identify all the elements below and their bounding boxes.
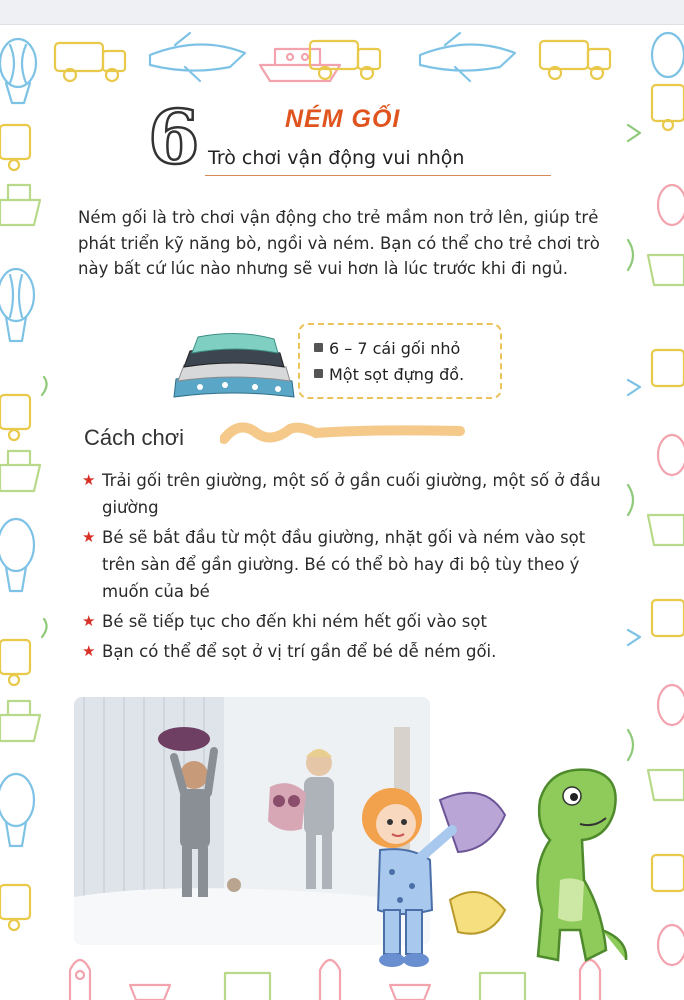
truck-icon <box>225 973 270 1000</box>
balloon-icon <box>658 685 684 725</box>
star-bullet-icon: ★ <box>82 642 96 660</box>
step-text: Bé sẽ bắt đầu từ một đầu giường, nhặt gối và ném vào sọt trên sàn để gần giường. Bé có thể bò hay đi bộ tùy theo ý muốn của bé <box>102 528 586 601</box>
lesson-number: 6 <box>148 95 200 181</box>
truck-icon <box>652 85 684 130</box>
airplane-icon <box>420 33 515 81</box>
ship-icon <box>390 985 430 1000</box>
how-to-heading: Cách chơi <box>84 425 185 450</box>
step-item <box>80 608 620 635</box>
materials-item-text: Một sọt đựng đồ. <box>329 365 465 384</box>
balloon-icon <box>658 435 684 475</box>
step-text: Trải gối trên giường, một số ở gần cuối giường, một số ở đầu giường <box>102 471 601 517</box>
dinosaur-illustration <box>510 760 630 970</box>
girl-with-pillow-illustration <box>340 760 510 975</box>
balloon-icon <box>0 519 34 591</box>
truck-icon <box>0 640 30 685</box>
materials-item-text: 6 – 7 cái gối nhỏ <box>329 339 461 358</box>
brush-stroke-decoration <box>220 415 465 455</box>
square-bullet-icon <box>314 369 323 378</box>
ship-icon <box>648 515 684 545</box>
truck-icon <box>55 43 125 81</box>
airplane-icon <box>150 33 245 81</box>
star-bullet-icon: ★ <box>82 471 96 489</box>
ship-icon <box>648 255 684 285</box>
ship-icon <box>130 985 170 1000</box>
step-text: Bé sẽ tiếp tục cho đến khi ném hết gối vào sọt <box>102 612 487 631</box>
page-content <box>70 95 630 975</box>
truck-icon <box>0 885 30 930</box>
star-bullet-icon: ★ <box>82 612 96 630</box>
balloon-icon <box>658 185 684 225</box>
square-bullet-icon <box>314 343 323 352</box>
balloon-icon <box>0 39 36 103</box>
truck-icon <box>540 41 610 79</box>
star-bullet-icon: ★ <box>82 528 96 546</box>
balloon-icon <box>0 269 34 341</box>
step-text: Bạn có thể để sọt ở vị trí gần để bé dễ ném gối. <box>102 642 497 661</box>
step-item <box>80 467 620 521</box>
truck-icon <box>0 125 30 170</box>
ship-icon <box>0 185 40 225</box>
step-item <box>80 638 620 665</box>
step-item <box>80 524 620 605</box>
intro-paragraph: Ném gối là trò chơi vận động cho trẻ mầm non trở lên, giúp trẻ phát triển kỹ năng bò, ngồi và ném. Bạn có thể cho trẻ chơi trò này bất cứ lúc nào nhưng sẽ vui hơn là lúc trước khi đi ngủ. <box>78 208 600 278</box>
materials-item <box>314 365 464 384</box>
how-to-steps <box>80 467 620 668</box>
materials-item <box>314 339 460 358</box>
truck-icon <box>652 600 684 636</box>
browser-top-strip <box>0 0 684 25</box>
balloon-icon <box>652 33 684 77</box>
truck-icon <box>480 973 525 1000</box>
ship-icon <box>0 701 40 741</box>
ship-icon <box>0 451 40 491</box>
subtitle-underline <box>205 175 551 176</box>
truck-icon <box>0 395 30 440</box>
truck-icon <box>652 350 684 386</box>
lesson-subtitle: Trò chơi vận động vui nhộn <box>208 147 465 169</box>
balloon-icon <box>658 925 684 965</box>
materials-box <box>298 323 502 399</box>
ship-icon <box>648 770 684 800</box>
pillow-stack-illustration <box>170 327 300 402</box>
lesson-title: NÉM GỐI <box>285 105 401 133</box>
balloon-icon <box>0 774 34 846</box>
book-page <box>0 25 684 1000</box>
ship-icon <box>260 49 340 81</box>
truck-icon <box>652 855 684 891</box>
